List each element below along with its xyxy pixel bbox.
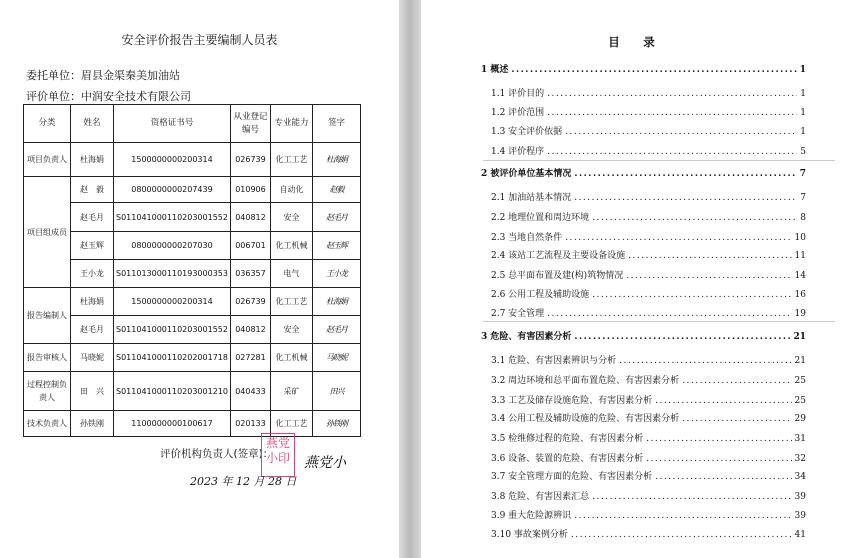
- toc-entry[interactable]: [491, 393, 806, 406]
- reg-cell: 040812: [230, 203, 270, 232]
- toc-leader-dots: [682, 414, 791, 424]
- toc-page-number: 14: [794, 271, 806, 281]
- toc-leader-dots: [592, 213, 797, 223]
- signature-cell: 赵玉辉: [312, 232, 360, 260]
- toc-entry-label: 3.8 危险、有害因素汇总: [491, 492, 590, 502]
- toc-entry[interactable]: [491, 144, 806, 157]
- cert-cell: S011041000110203001210: [114, 372, 231, 411]
- cert-cell: 1500000000200314: [114, 143, 231, 177]
- toc-entry-label: 3.5 检维修过程的危险、有害因素分析: [491, 434, 644, 444]
- page-title: 安全评价报告主要编制人员表: [121, 33, 278, 47]
- table-row: [24, 411, 361, 437]
- toc-leader-dots: [646, 434, 791, 444]
- name-cell: 赵毛月: [71, 203, 114, 232]
- column-header: 专业能力: [270, 105, 312, 143]
- toc-entry[interactable]: [491, 373, 806, 386]
- toc-page-number: 25: [794, 396, 806, 406]
- toc-page-number: 29: [794, 414, 806, 424]
- toc-entry-label: 3.9 重大危险源辨识: [491, 511, 572, 521]
- cert-cell: S011041000110203001552: [114, 316, 231, 344]
- toc-page-number: 39: [794, 492, 806, 502]
- toc-page-number: 39: [794, 511, 806, 521]
- signature-cell: 赵毅: [312, 177, 360, 203]
- toc-entry-label: 1.2 评价范围: [491, 108, 545, 118]
- toc-entry-label: 3.7 安全管理方面的危险、有害因素分析: [491, 472, 653, 482]
- toc-page-number: 21: [793, 332, 806, 342]
- toc-leader-dots: [655, 396, 791, 406]
- toc-entry-label: 1.3 安全评价依据: [491, 127, 563, 137]
- toc-page: [421, 0, 848, 558]
- toc-entry-label: 2.3 当地自然条件: [491, 233, 563, 243]
- toc-entry-label: 1 概述: [481, 65, 509, 75]
- reg-cell: 026739: [230, 288, 270, 316]
- toc-page-number: 11: [794, 251, 806, 261]
- category-cell: 技术负责人: [24, 411, 71, 437]
- toc-entry-label: 2.1 加油站基本情况: [491, 193, 572, 203]
- signature-cell: 马晓妮: [312, 344, 360, 372]
- toc-page-number: 34: [794, 472, 806, 482]
- reg-cell: 036357: [230, 260, 270, 288]
- toc-entry[interactable]: [491, 431, 806, 444]
- toc-leader-dots: [547, 147, 797, 157]
- toc-page-number: 8: [800, 213, 806, 223]
- evaluator-line: [26, 88, 191, 104]
- toc-page-number: 25: [794, 376, 806, 386]
- toc-leader-dots: [592, 492, 791, 502]
- toc-page-number: 16: [794, 290, 806, 300]
- reg-cell: 040812: [230, 316, 270, 344]
- table-header-row: [24, 105, 361, 143]
- toc-entry-label: 3.4 公用工程及辅助设施的危险、有害因素分析: [491, 414, 680, 424]
- table-row: [24, 260, 361, 288]
- toc-entry[interactable]: [491, 451, 806, 464]
- toc-leader-dots: [628, 251, 791, 261]
- cert-cell: 0800000000207030: [114, 232, 231, 260]
- toc-page-number: 7: [799, 169, 806, 179]
- reg-cell: 026739: [230, 143, 270, 177]
- toc-leader-dots: [646, 454, 791, 464]
- toc-leader-dots: [592, 290, 791, 300]
- skill-cell: 安全: [270, 203, 312, 232]
- toc-page-number: 41: [794, 530, 806, 540]
- toc-entry-label: 3.10 事故案例分析: [491, 530, 568, 540]
- reg-cell: 010906: [230, 177, 270, 203]
- toc-entry-label: 3.2 周边环境和总平面布置危险、有害因素分析: [491, 376, 680, 386]
- skill-cell: 化工机械: [270, 344, 312, 372]
- toc-entry-label: 1.1 评价目的: [491, 89, 545, 99]
- name-cell: 马晓妮: [71, 344, 114, 372]
- signature-cell: 杜海娟: [312, 288, 360, 316]
- signature-cell: 王小龙: [312, 260, 360, 288]
- toc-leader-dots: [565, 127, 797, 137]
- reg-cell: 040433: [230, 372, 270, 411]
- toc-entry[interactable]: [491, 268, 806, 281]
- toc-entry-label: 3.6 设备、装置的危险、有害因素分析: [491, 454, 644, 464]
- name-cell: 田 兴: [71, 372, 114, 411]
- signature-cell: 田兴: [312, 372, 360, 411]
- toc-entry[interactable]: [491, 190, 806, 203]
- table-row: [24, 344, 361, 372]
- name-cell: 杜海娟: [71, 288, 114, 316]
- toc-page-number: 1: [799, 65, 806, 75]
- column-header: 从业登记编号: [230, 105, 270, 143]
- official-seal: 燕党小印: [261, 433, 295, 477]
- toc-leader-dots: [655, 472, 791, 482]
- name-cell: 赵 毅: [71, 177, 114, 203]
- toc-leader-dots: [574, 511, 791, 521]
- table-row: [24, 316, 361, 344]
- name-cell: 杜海娟: [71, 143, 114, 177]
- toc-entry[interactable]: [491, 306, 806, 319]
- toc-entry[interactable]: [491, 508, 806, 521]
- column-header: 姓名: [71, 105, 114, 143]
- client-line: [26, 67, 180, 83]
- signature-cell: 孙铁刚: [312, 411, 360, 437]
- toc-entry[interactable]: [481, 62, 806, 75]
- reg-cell: 020133: [230, 411, 270, 437]
- toc-leader-dots: [571, 530, 792, 540]
- toc-entry-label: 1.4 评价程序: [491, 147, 545, 157]
- name-cell: 王小龙: [71, 260, 114, 288]
- evaluator-value: 中润安全技术有限公司: [81, 90, 191, 103]
- toc-leader-dots: [547, 89, 797, 99]
- staff-table-page: [0, 0, 399, 558]
- category-cell: 报告编制人: [24, 288, 71, 344]
- toc-entry[interactable]: [491, 210, 806, 223]
- evaluator-label: 评价单位：: [26, 90, 81, 103]
- category-cell: 项目组成员: [24, 177, 71, 288]
- skill-cell: 化工机械: [270, 232, 312, 260]
- table-row: [24, 232, 361, 260]
- reg-cell: 027281: [230, 344, 270, 372]
- skill-cell: 化工工艺: [270, 411, 312, 437]
- toc-entry-label: 3.3 工艺及储存设施危险、有害因素分析: [491, 396, 653, 406]
- head-signature-label: 评价机构负责人(签章)：: [160, 448, 274, 460]
- skill-cell: 安全: [270, 316, 312, 344]
- toc-page-number: 10: [794, 233, 806, 243]
- toc-page-number: 21: [794, 356, 806, 366]
- name-cell: 赵玉辉: [71, 232, 114, 260]
- skill-cell: 化工工艺: [270, 288, 312, 316]
- toc-leader-dots: [565, 233, 791, 243]
- column-header: 资格证书号: [114, 105, 231, 143]
- table-row: [24, 372, 361, 411]
- toc-entry-label: 3 危险、有害因素分析: [481, 332, 572, 342]
- name-cell: 孙铁刚: [71, 411, 114, 437]
- toc-entry[interactable]: [491, 248, 806, 261]
- toc-entry-label: 2.7 安全管理: [491, 309, 545, 319]
- category-cell: 报告审核人: [24, 344, 71, 372]
- toc-entry[interactable]: [491, 124, 806, 137]
- client-label: 委托单位：: [26, 69, 81, 82]
- toc-leader-dots: [574, 169, 796, 179]
- signing-date: 2023 年 12 月 28 日: [190, 475, 297, 488]
- toc-entry-label: 2.6 公用工程及辅助设施: [491, 290, 590, 300]
- toc-entry[interactable]: [491, 230, 806, 243]
- skill-cell: 电气: [270, 260, 312, 288]
- signature-cell: 赵毛月: [312, 203, 360, 232]
- toc-leader-dots: [626, 271, 791, 281]
- category-cell: 过程控制负责人: [24, 372, 71, 411]
- table-row: [24, 288, 361, 316]
- cert-cell: 1500000000200314: [114, 288, 231, 316]
- toc-entry[interactable]: [491, 469, 806, 482]
- toc-page-number: 1: [800, 127, 806, 137]
- category-cell: 项目负责人: [24, 143, 71, 177]
- toc-entry[interactable]: [491, 527, 806, 540]
- toc-leader-dots: [511, 65, 796, 75]
- section-divider: [483, 321, 835, 322]
- name-cell: 赵毛月: [71, 316, 114, 344]
- column-header: 分类: [24, 105, 71, 143]
- cert-cell: 0800000000207439: [114, 177, 231, 203]
- toc-entry[interactable]: [481, 166, 806, 179]
- section-divider: [483, 160, 835, 161]
- toc-entry[interactable]: [481, 329, 806, 342]
- cert-cell: S011041000110203001552: [114, 203, 231, 232]
- toc-entry[interactable]: [491, 353, 806, 366]
- signature-cell: 杜海娟: [312, 143, 360, 177]
- toc-entry[interactable]: [491, 86, 806, 99]
- head-signature: 燕党小: [304, 455, 346, 471]
- table-row: [24, 177, 361, 203]
- skill-cell: 自动化: [270, 177, 312, 203]
- client-value: 眉县金渠秦美加油站: [81, 69, 180, 82]
- toc-leader-dots: [547, 108, 797, 118]
- toc-page-number: 19: [794, 309, 806, 319]
- toc-leader-dots: [547, 309, 791, 319]
- toc-entry-label: 2 被评价单位基本情况: [481, 169, 572, 179]
- toc-entry[interactable]: [491, 489, 806, 502]
- skill-cell: 化工工艺: [270, 143, 312, 177]
- cert-cell: S011013000110193000353: [114, 260, 231, 288]
- cert-cell: S011041000110202001718: [114, 344, 231, 372]
- toc-entry-label: 2.2 地理位置和周边环境: [491, 213, 590, 223]
- toc-entry-label: 2.5 总平面布置及建(构)筑物情况: [491, 271, 624, 281]
- reg-cell: 006701: [230, 232, 270, 260]
- toc-entry[interactable]: [491, 411, 806, 424]
- toc-entry[interactable]: [491, 105, 806, 118]
- toc-page-number: 31: [794, 434, 806, 444]
- staff-table: [23, 104, 361, 437]
- cert-cell: 1100000000100617: [114, 411, 231, 437]
- toc-entry-label: 2.4 该站工艺流程及主要设备设施: [491, 251, 626, 261]
- table-row: [24, 203, 361, 232]
- page-gutter: [399, 0, 421, 558]
- toc-leader-dots: [682, 376, 791, 386]
- toc-page-number: 5: [800, 147, 806, 157]
- toc-leader-dots: [619, 356, 791, 366]
- toc-page-number: 1: [800, 108, 806, 118]
- skill-cell: 采矿: [270, 372, 312, 411]
- toc-leader-dots: [574, 193, 797, 203]
- toc-entry-label: 3.1 危险、有害因素辨识与分析: [491, 356, 617, 366]
- toc-title: 目 录: [608, 35, 661, 49]
- toc-entry[interactable]: [491, 287, 806, 300]
- toc-page-number: 32: [794, 454, 806, 464]
- table-row: [24, 143, 361, 177]
- signature-cell: 赵毛月: [312, 316, 360, 344]
- toc-leader-dots: [574, 332, 790, 342]
- toc-page-number: 7: [800, 193, 806, 203]
- column-header: 签字: [312, 105, 360, 143]
- toc-page-number: 1: [800, 89, 806, 99]
